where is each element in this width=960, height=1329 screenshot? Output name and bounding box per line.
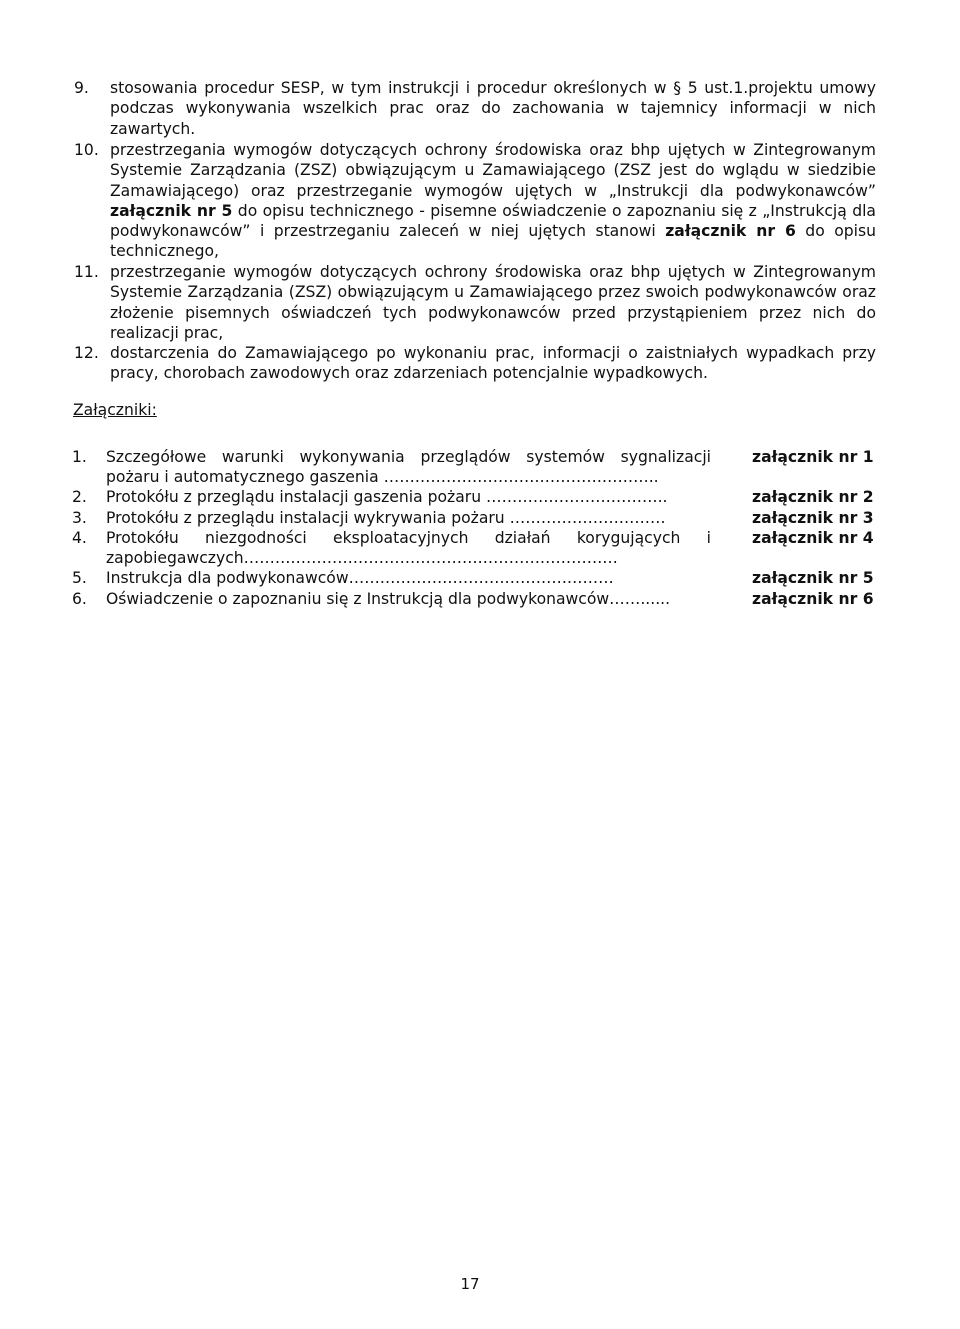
attachment-title: Protokółu z przeglądu instalacji wykrywania pożaru ………………………… xyxy=(106,509,666,527)
attachment-ref: załącznik nr 1 xyxy=(752,448,874,466)
text-run: do opisu technicznego - pisemne oświadczenie o zapoznaniu się z „Instrukcją dla podwykonawców” i przestrzeganiu zaleceń w niej ujętych stanowi xyxy=(110,201,876,241)
list-item-number: 12. xyxy=(74,344,99,362)
attachment-ref: załącznik nr 4 xyxy=(752,529,874,547)
attachment-number: 6. xyxy=(72,590,87,608)
attachment-number: 1. xyxy=(72,448,87,466)
list-item-9 xyxy=(74,78,876,139)
attachment-title: Instrukcja dla podwykonawców…………………………………………… xyxy=(106,569,614,587)
attachment-number: 3. xyxy=(72,509,87,527)
attachment-ref: załącznik nr 6 xyxy=(752,590,874,608)
list-item-10 xyxy=(74,140,876,262)
list-item-12 xyxy=(74,343,876,384)
list-item-text xyxy=(110,140,876,262)
attachment-title: Oświadczenie o zapoznaniu się z Instrukcją dla podwykonawców……...... xyxy=(106,590,671,608)
attachments-heading: Załączniki: xyxy=(73,401,157,419)
list-item-11 xyxy=(74,262,876,343)
text-run: do opisu technicznego, xyxy=(110,222,877,261)
attachment-title: Protokółu niezgodności eksploatacyjnych działań korygujących i zapobiegawczych……………………………………………………………… xyxy=(106,529,711,568)
list-item-number: 9. xyxy=(74,79,89,97)
list-item-text: przestrzeganie wymogów dotyczących ochrony środowiska oraz bhp ujętych w Zintegrowanym Systemie Zarządzania (ZSZ) obwiązującym u Zamawiającego przez swoich podwykonawców oraz złożenie pisemnych oświadczeń tych podwykonawców przed przystąpieniem przez nich do realizacji prac, xyxy=(110,263,876,342)
attachment-number: 2. xyxy=(72,488,87,506)
page-number: 17 xyxy=(460,1275,480,1293)
attachment-ref-bold: załącznik nr 5 xyxy=(110,201,233,220)
list-item-number: 10. xyxy=(74,141,99,159)
attachment-number: 5. xyxy=(72,569,87,587)
list-item-text: dostarczenia do Zamawiającego po wykonaniu prac, informacji o zaistniałych wypadkach przy pracy, chorobach zawodowych oraz zdarzeniach potencjalnie wypadkowych. xyxy=(110,344,876,383)
attachment-ref: załącznik nr 2 xyxy=(752,488,874,506)
attachment-ref-bold: załącznik nr 6 xyxy=(665,222,796,241)
list-item-text: stosowania procedur SESP, w tym instrukcji i procedur określonych w § 5 ust.1.projektu umowy podczas wykonywania wszelkich prac oraz do zachowania w tajemnicy informacji w nich zawartych. xyxy=(110,79,876,138)
attachment-title: Szczegółowe warunki wykonywania przeglądów systemów sygnalizacji pożaru i automatycznego gaszenia …………………………………………….. xyxy=(106,448,711,487)
attachment-title: Protokółu z przeglądu instalacji gaszenia pożaru …………………………….. xyxy=(106,488,668,506)
list-item-number: 11. xyxy=(74,263,99,281)
text-run: przestrzegania wymogów dotyczących ochrony środowiska oraz bhp ujętych w Zintegrowanym Systemie Zarządzania (ZSZ) obwiązującym u Zamawiającego (ZSZ jest do wglądu w siedzibie Zamawiającego) oraz przestrzeganie wymogów ujętych w „Instrukcji dla podwykonawców” xyxy=(110,141,876,200)
attachment-number: 4. xyxy=(72,529,87,547)
attachment-ref: załącznik nr 3 xyxy=(752,509,874,527)
attachment-ref: załącznik nr 5 xyxy=(752,569,874,587)
